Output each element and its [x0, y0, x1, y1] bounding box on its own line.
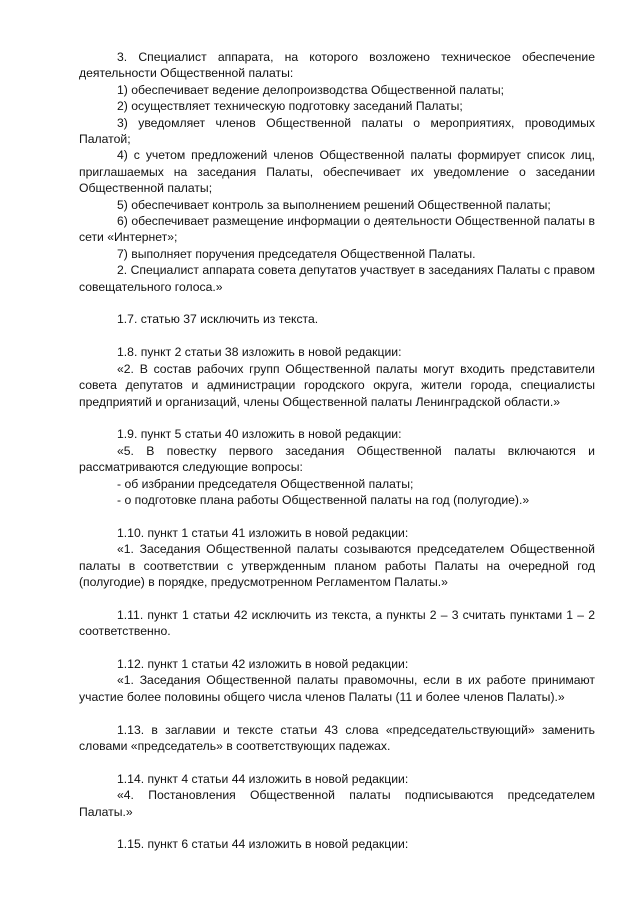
paragraph: 3. Специалист аппарата, на которого возложено техническое обеспечение деятельности Общественной палаты: [79, 50, 595, 81]
paragraph: «4. Постановления Общественной палаты подписываются председателем Палаты.» [79, 788, 595, 819]
paragraph: 6) обеспечивает размещение информации о деятельности Общественной палаты в сети «Интернет»; [79, 214, 595, 245]
paragraph-spacer [79, 754, 595, 770]
paragraph: 1.8. пункт 2 статьи 38 изложить в новой редакции: [117, 345, 402, 360]
paragraph: 1.7. статью 37 исключить из текста. [117, 312, 319, 327]
paragraph: «1. Заседания Общественной палаты правомочны, если в их работе принимают участие более половины общего числа членов Палаты (11 и более членов Палаты).» [79, 673, 595, 704]
paragraph: 3) уведомляет членов Общественной палаты о мероприятиях, проводимых Палатой; [79, 115, 595, 147]
paragraph: 1.12. пункт 1 статьи 42 изложить в новой редакции: [117, 656, 409, 671]
paragraph: 2. Специалист аппарата совета депутатов участвует в заседаниях Палаты с правом совещательного голоса.» [79, 263, 595, 294]
paragraph: 1.14. пункт 4 статьи 44 изложить в новой редакции: [117, 771, 409, 786]
paragraph: «2. В состав рабочих групп Общественной палаты могут входить представители совета депутатов и администрации городского округа, жители города, специалисты предприятий и организаций, члены Общественной палаты Ленинградской области.» [79, 361, 595, 409]
paragraph: - о подготовке плана работы Общественной палаты на год (полугодие).» [117, 492, 530, 507]
paragraph-spacer [79, 705, 595, 721]
paragraph: 1) обеспечивает ведение делопроизводства Общественной палаты; [117, 82, 505, 97]
paragraph: 1.15. пункт 6 статьи 44 изложить в новой редакции: [117, 837, 409, 852]
paragraph: 1.10. пункт 1 статьи 41 изложить в новой редакции: [117, 525, 409, 540]
paragraph-spacer [79, 640, 595, 656]
paragraph-spacer [79, 590, 595, 606]
paragraph: - об избрании председателя Общественной палаты; [117, 476, 414, 491]
paragraph: 2) осуществляет техническую подготовку заседаний Палаты; [117, 99, 463, 114]
paragraph-spacer [79, 508, 595, 524]
paragraph: 1.9. пункт 5 статьи 40 изложить в новой редакции: [117, 427, 402, 442]
paragraph: 7) выполняет поручения председателя Общественной Палаты. [117, 246, 476, 261]
paragraph: «1. Заседания Общественной палаты созываются председателем Общественной палаты в соответствии с утвержденным планом работы Палаты на очередной год (полугодие) в порядке, предусмотренном Регламентом Палаты.» [79, 542, 595, 589]
paragraph: 1.13. в заглавии и тексте статьи 43 слова «председательствующий» заменить словами «председатель» в соответствующих падежах. [79, 722, 595, 753]
document-page [79, 49, 595, 853]
paragraph-spacer [79, 820, 595, 836]
paragraph: 1.11. пункт 1 статьи 42 исключить из текста, а пункты 2 – 3 считать пунктами 1 – 2 соответственно. [79, 607, 595, 639]
paragraph-spacer [79, 410, 595, 426]
paragraph: 5) обеспечивает контроль за выполнением решений Общественной палаты; [117, 197, 551, 212]
paragraph: «5. В повестку первого заседания Общественной палаты включаются и рассматриваются следующие вопросы: [79, 443, 595, 475]
paragraph: 4) с учетом предложений членов Общественной палаты формирует список лиц, приглашаемых на заседания Палаты, обеспечивает их уведомление о заседании Общественной палаты; [79, 148, 595, 196]
paragraph-spacer [79, 295, 595, 311]
paragraph-spacer [79, 328, 595, 344]
